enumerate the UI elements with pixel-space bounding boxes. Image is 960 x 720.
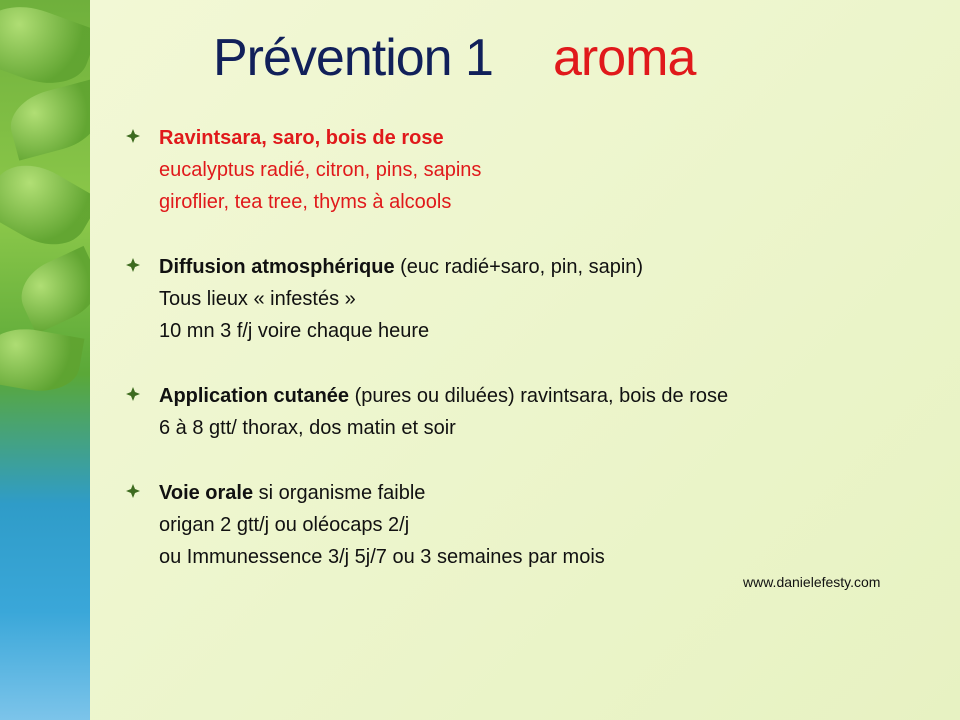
bullet-line: ou Immunessence 3/j 5j/7 ou 3 semaines par mois [159, 546, 605, 568]
bullet-block-1 [125, 122, 925, 218]
bullet-line: Tous lieux « infestés » [159, 288, 356, 310]
bullet-list [125, 122, 925, 606]
slide-title [213, 28, 695, 88]
leaf-bullet-icon [125, 257, 141, 273]
bullet-block-3 [125, 380, 925, 444]
leaf-bullet-icon [125, 483, 141, 499]
bullet-line: giroflier, tea tree, thyms à alcools [159, 191, 452, 213]
bullet-line: eucalyptus radié, citron, pins, sapins [159, 159, 482, 181]
bullet-line: Diffusion atmosphérique (euc radié+saro, pin, sapin) [159, 256, 644, 278]
title-main: Prévention 1 [213, 29, 493, 87]
bullet-line: origan 2 gtt/j ou oléocaps 2/j [159, 514, 410, 536]
website-url: www.danielefesty.com [743, 574, 881, 590]
bullet-line: Ravintsara, saro, bois de rose [159, 127, 444, 149]
leaf-bullet-icon [125, 386, 141, 402]
bullet-line: Application cutanée (pures ou diluées) ravintsara, bois de rose [159, 385, 729, 407]
bullet-line: 6 à 8 gtt/ thorax, dos matin et soir [159, 417, 456, 439]
bullet-line: 10 mn 3 f/j voire chaque heure [159, 320, 430, 342]
bullet-line: Voie orale si organisme faible [159, 482, 426, 504]
title-accent: aroma [552, 29, 696, 87]
leaf-bullet-icon [125, 128, 141, 144]
bullet-block-2 [125, 251, 925, 347]
bullet-block-4 [125, 477, 925, 573]
decorative-leaves-water-band [0, 0, 90, 720]
